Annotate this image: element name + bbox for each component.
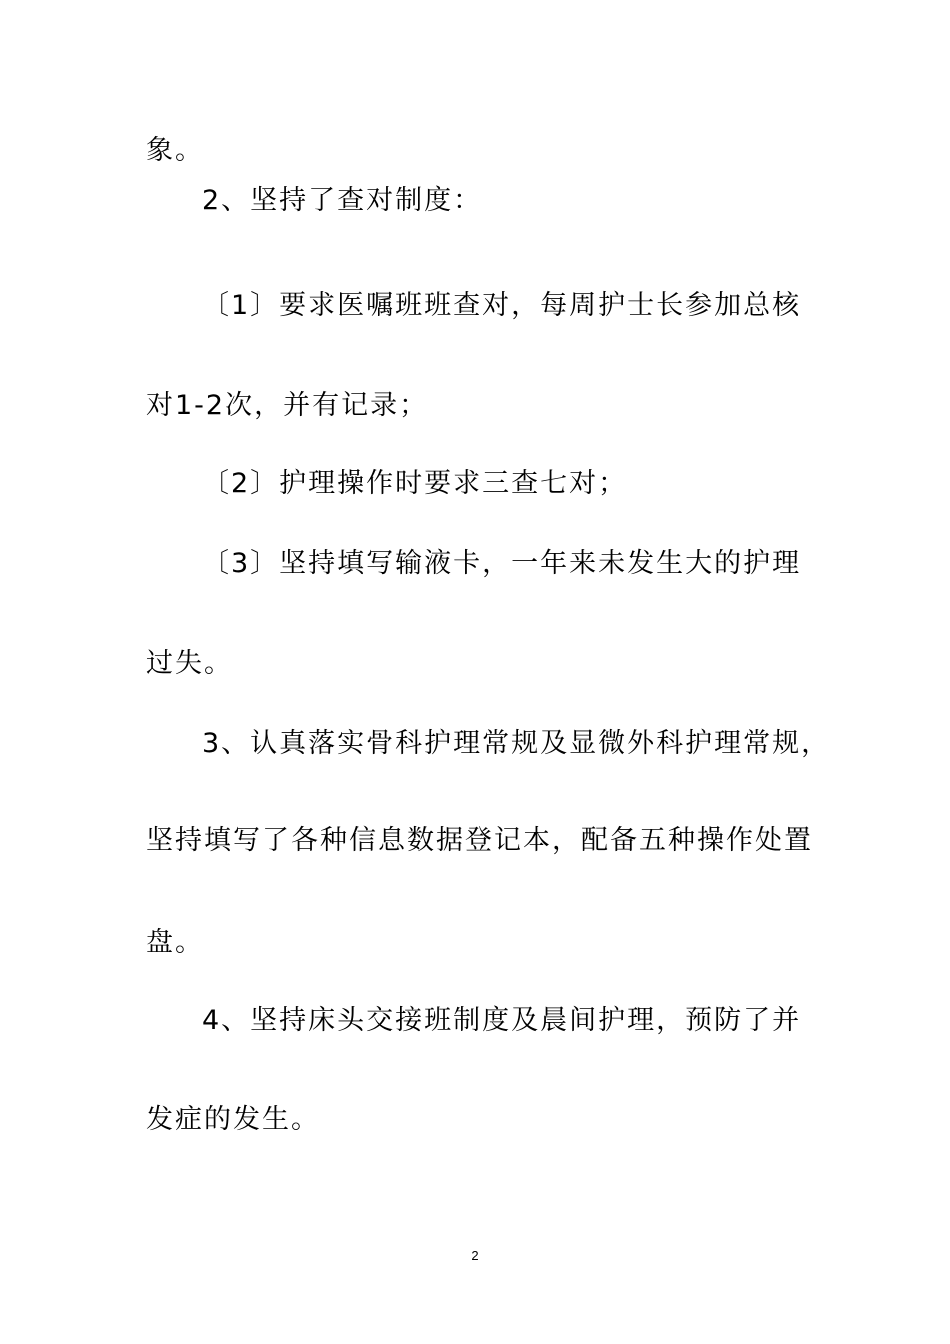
page-number: 2 xyxy=(471,1248,479,1263)
text-line: 3、认真落实骨科护理常规及显微外科护理常规， xyxy=(202,728,831,759)
text-line: 坚持填写了各种信息数据登记本，配备五种操作处置 xyxy=(146,825,813,856)
text-line: 发症的发生。 xyxy=(146,1104,320,1135)
text-line: 〔2〕护理操作时要求三查七对； xyxy=(202,468,628,499)
text-line: 对1-2次，并有记录； xyxy=(146,390,429,421)
text-line: 4、坚持床头交接班制度及晨间护理，预防了并 xyxy=(202,1005,802,1036)
text-line: 2、坚持了查对制度： xyxy=(202,185,483,216)
text-line: 象。 xyxy=(146,135,204,166)
text-line: 盘。 xyxy=(146,927,204,958)
text-line: 过失。 xyxy=(146,648,233,679)
text-line: 〔1〕要求医嘱班班查对，每周护士长参加总核 xyxy=(202,290,802,321)
text-line: 〔3〕坚持填写输液卡，一年来未发生大的护理 xyxy=(202,548,802,579)
